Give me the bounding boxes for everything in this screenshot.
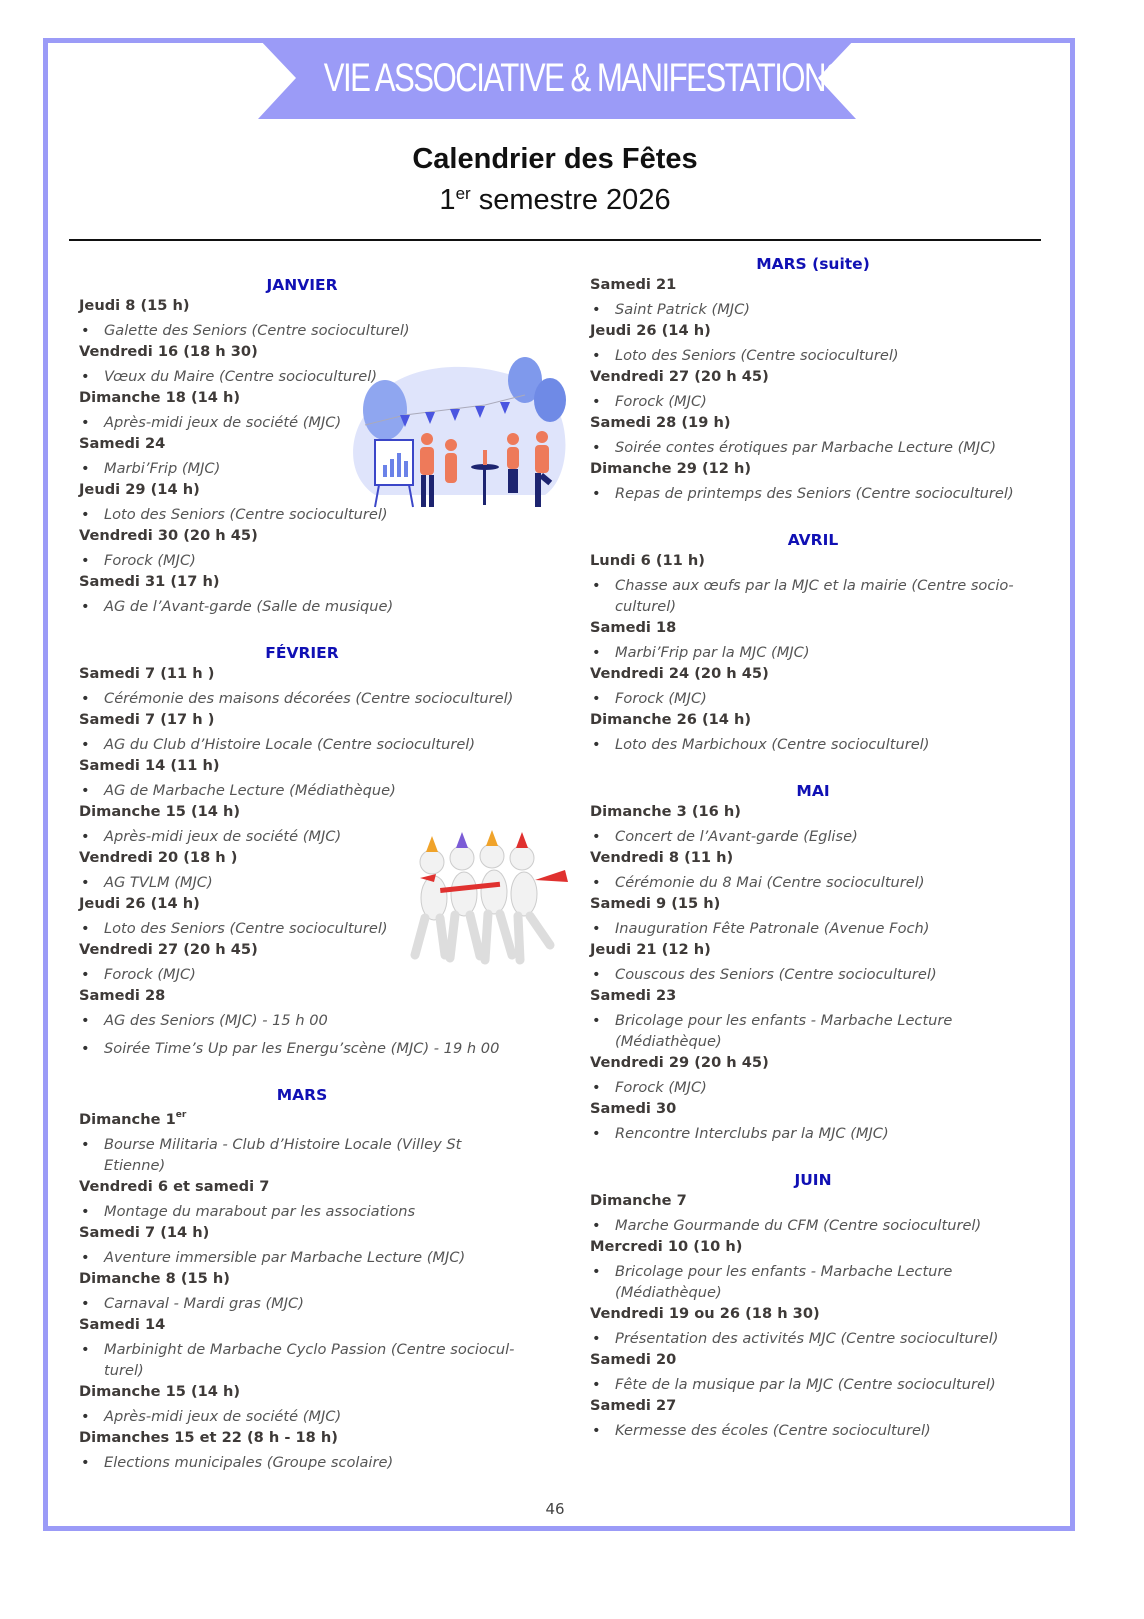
event-date <box>590 458 1058 479</box>
event-date <box>590 366 1058 387</box>
event-item <box>79 964 569 985</box>
event-item-text: Bricolage pour les enfants - Marbache Lecture (Médiathèque) <box>615 1263 953 1301</box>
event-item <box>590 345 1058 366</box>
event-item-text: AG des Seniors (MJC) - 15 h 00 <box>104 1012 328 1029</box>
bullet-icon: • <box>81 1136 90 1153</box>
event-date-text: Samedi 7 (11 h ) <box>79 665 215 682</box>
month-section <box>79 1085 569 1473</box>
bullet-icon: • <box>81 368 90 385</box>
event-item <box>590 1374 1058 1395</box>
bullet-icon: • <box>81 690 90 707</box>
event-date <box>590 1236 1058 1257</box>
event-item-text: Forock (MJC) <box>104 552 196 569</box>
event-item-text: Soirée Time’s Up par les Energu’scène (MJC) - 19 h 00 <box>104 1040 500 1057</box>
event-item-text: AG de l’Avant-garde (Salle de musique) <box>104 598 394 615</box>
event-item-text: Marbinight de Marbache Cyclo Passion (Centre sociocul- turel) <box>104 1341 515 1379</box>
right-column <box>590 254 1058 1441</box>
event-date <box>79 433 569 454</box>
event-item-text: Loto des Seniors (Centre socioculturel) <box>104 920 388 937</box>
month-section <box>590 530 1058 755</box>
event-date-text: Vendredi 16 (18 h 30) <box>79 343 258 360</box>
event-date <box>590 939 1058 960</box>
event-item <box>590 872 1058 893</box>
bullet-icon: • <box>592 1263 601 1280</box>
event-item-text: Bourse Militaria - Club d’Histoire Locale (Villey St Etienne) <box>104 1136 462 1174</box>
event-date <box>590 663 1058 684</box>
event-item-text: Chasse aux œufs par la MJC et la mairie (Centre socio- culturel) <box>615 577 1014 615</box>
event-date <box>79 571 569 592</box>
event-date <box>590 1098 1058 1119</box>
event-date-text: Dimanches 15 et 22 (8 h - 18 h) <box>79 1429 338 1446</box>
event-date-text: Jeudi 8 (15 h) <box>79 297 190 314</box>
event-item <box>590 575 1058 617</box>
event-date-text: Dimanche 3 (16 h) <box>590 803 741 820</box>
event-item-text: Marbi’Frip par la MJC (MJC) <box>615 644 810 661</box>
event-item <box>590 1261 1058 1303</box>
event-item-text: Forock (MJC) <box>104 966 196 983</box>
bullet-icon: • <box>81 506 90 523</box>
event-item-text: Kermesse des écoles (Centre socioculturel) <box>615 1422 931 1439</box>
section-banner-title: VIE ASSOCIATIVE & MANIFESTATIONS <box>323 56 845 100</box>
month-section <box>590 781 1058 1144</box>
event-date-text: Samedi 7 (14 h) <box>79 1224 210 1241</box>
event-date-text: Samedi 7 (17 h ) <box>79 711 215 728</box>
event-date-text: Samedi 24 <box>79 435 166 452</box>
event-date <box>79 295 569 316</box>
bullet-icon: • <box>592 1012 601 1029</box>
event-item <box>590 1420 1058 1441</box>
event-date <box>590 1052 1058 1073</box>
event-item-text: Après-midi jeux de société (MJC) <box>104 414 342 431</box>
event-date-text: Samedi 31 (17 h) <box>79 573 220 590</box>
event-date-text: Vendredi 19 ou 26 (18 h 30) <box>590 1305 820 1322</box>
event-item <box>590 437 1058 458</box>
bullet-icon: • <box>592 1330 601 1347</box>
event-date <box>79 893 569 914</box>
bullet-icon: • <box>81 552 90 569</box>
event-date-text: Samedi 27 <box>590 1397 677 1414</box>
month-heading: MAI <box>796 782 830 800</box>
event-date-text: Dimanche 1 <box>79 1111 176 1128</box>
event-item <box>590 826 1058 847</box>
event-item <box>79 872 569 893</box>
event-date-text: Dimanche 7 <box>590 1192 687 1209</box>
event-date <box>590 320 1058 341</box>
event-date <box>590 1395 1058 1416</box>
event-item <box>79 734 569 755</box>
event-date <box>79 1381 569 1402</box>
bullet-icon: • <box>81 966 90 983</box>
event-date <box>590 617 1058 638</box>
event-date <box>590 847 1058 868</box>
event-item <box>590 642 1058 663</box>
bullet-icon: • <box>592 966 601 983</box>
bullet-icon: • <box>81 1012 90 1029</box>
event-item-text: Forock (MJC) <box>615 393 707 410</box>
event-date-text: Vendredi 8 (11 h) <box>590 849 734 866</box>
bullet-icon: • <box>592 874 601 891</box>
event-item-text: Loto des Seniors (Centre socioculturel) <box>615 347 899 364</box>
event-date-text: Samedi 14 <box>79 1316 166 1333</box>
event-date <box>79 801 569 822</box>
event-item <box>590 734 1058 755</box>
event-date-text: Vendredi 6 et samedi 7 <box>79 1178 270 1195</box>
bullet-icon: • <box>592 644 601 661</box>
event-item-text: Loto des Marbichoux (Centre socioculturel) <box>615 736 930 753</box>
page-number: 46 <box>545 1500 565 1518</box>
event-date-text: Vendredi 27 (20 h 45) <box>590 368 769 385</box>
bullet-icon: • <box>592 301 601 318</box>
event-date-text: Samedi 18 <box>590 619 677 636</box>
event-date-text: Samedi 28 (19 h) <box>590 414 731 431</box>
event-item-text: Vœux du Maire (Centre socioculturel) <box>104 368 378 385</box>
event-item-text: Présentation des activités MJC (Centre socioculturel) <box>615 1330 999 1347</box>
bullet-icon: • <box>592 485 601 502</box>
event-item-text: Saint Patrick (MJC) <box>615 301 750 318</box>
event-item <box>79 1406 569 1427</box>
bullet-icon: • <box>81 920 90 937</box>
page-subtitle <box>0 184 1110 217</box>
event-item-text: Elections municipales (Groupe scolaire) <box>104 1454 394 1471</box>
event-date <box>590 1303 1058 1324</box>
event-item-text: Marbi’Frip (MJC) <box>104 460 221 477</box>
left-column <box>79 275 569 1473</box>
event-item <box>79 596 569 617</box>
event-date <box>590 1349 1058 1370</box>
event-date <box>79 1176 569 1197</box>
page-title: Calendrier des Fêtes <box>412 143 698 175</box>
event-item <box>79 1339 569 1381</box>
event-item <box>590 391 1058 412</box>
event-item <box>79 550 569 571</box>
month-section <box>590 254 1058 504</box>
bullet-icon: • <box>81 1341 90 1358</box>
bullet-icon: • <box>81 1408 90 1425</box>
month-heading: MARS <box>276 1086 328 1104</box>
event-date <box>590 985 1058 1006</box>
month-section <box>79 643 569 1059</box>
event-date <box>79 1427 569 1448</box>
bullet-icon: • <box>592 1422 601 1439</box>
subtitle-number: 1 <box>439 184 456 216</box>
event-date <box>590 1190 1058 1211</box>
event-date-text: Samedi 28 <box>79 987 166 1004</box>
subtitle-text: semestre 2026 <box>470 184 671 216</box>
event-item <box>79 366 569 387</box>
event-item-text: Carnaval - Mardi gras (MJC) <box>104 1295 304 1312</box>
event-date <box>79 847 569 868</box>
month-heading: JUIN <box>794 1171 832 1189</box>
event-date <box>590 709 1058 730</box>
event-date <box>590 550 1058 571</box>
bullet-icon: • <box>592 1125 601 1142</box>
event-item <box>590 688 1058 709</box>
event-item-text: Concert de l’Avant-garde (Eglise) <box>615 828 858 845</box>
event-item-text: Repas de printemps des Seniors (Centre socioculturel) <box>615 485 1014 502</box>
event-date <box>590 801 1058 822</box>
event-item <box>79 918 569 939</box>
event-item-text: Fête de la musique par la MJC (Centre socioculturel) <box>615 1376 996 1393</box>
event-date <box>590 412 1058 433</box>
event-item <box>590 1215 1058 1236</box>
event-item-text: Bricolage pour les enfants - Marbache Lecture (Médiathèque) <box>615 1012 953 1050</box>
event-item <box>79 780 569 801</box>
event-date <box>79 1268 569 1289</box>
bullet-icon: • <box>81 1295 90 1312</box>
event-item-text: AG du Club d’Histoire Locale (Centre socioculturel) <box>104 736 476 753</box>
event-item-text: Couscous des Seniors (Centre socioculturel) <box>615 966 937 983</box>
event-date <box>79 1105 569 1130</box>
event-date-text: Jeudi 26 (14 h) <box>590 322 711 339</box>
bullet-icon: • <box>592 393 601 410</box>
event-date <box>590 274 1058 295</box>
event-date <box>79 525 569 546</box>
event-date-text: Mercredi 10 (10 h) <box>590 1238 743 1255</box>
bullet-icon: • <box>592 1376 601 1393</box>
bullet-icon: • <box>81 1040 90 1057</box>
event-date-text: Samedi 14 (11 h) <box>79 757 220 774</box>
event-item <box>79 688 569 709</box>
event-date-text: Dimanche 29 (12 h) <box>590 460 752 477</box>
bullet-icon: • <box>81 782 90 799</box>
event-date-text: Dimanche 15 (14 h) <box>79 1383 241 1400</box>
event-item-text: Après-midi jeux de société (MJC) <box>104 828 342 845</box>
bullet-icon: • <box>592 828 601 845</box>
event-date-text: Vendredi 20 (18 h ) <box>79 849 238 866</box>
month-heading: JANVIER <box>266 276 338 294</box>
month-heading: MARS (suite) <box>756 255 870 273</box>
event-date <box>79 341 569 362</box>
event-item-text: Cérémonie du 8 Mai (Centre socioculturel) <box>615 874 925 891</box>
event-item <box>590 483 1058 504</box>
event-item-text: Après-midi jeux de société (MJC) <box>104 1408 342 1425</box>
month-heading: AVRIL <box>787 531 839 549</box>
event-item <box>79 1201 569 1222</box>
event-date-text: Samedi 21 <box>590 276 677 293</box>
bullet-icon: • <box>81 828 90 845</box>
event-date-text: Lundi 6 (11 h) <box>590 552 705 569</box>
event-date-text: Dimanche 26 (14 h) <box>590 711 752 728</box>
bullet-icon: • <box>81 736 90 753</box>
event-date <box>79 985 569 1006</box>
event-item-text: Inauguration Fête Patronale (Avenue Foch) <box>615 920 930 937</box>
event-date <box>79 663 569 684</box>
event-item <box>79 1293 569 1314</box>
event-date-text: Samedi 9 (15 h) <box>590 895 721 912</box>
event-date-sup: er <box>175 1110 187 1120</box>
bullet-icon: • <box>592 347 601 364</box>
event-item <box>79 1452 569 1473</box>
event-item-text: Marche Gourmande du CFM (Centre socioculturel) <box>615 1217 982 1234</box>
bullet-icon: • <box>81 1454 90 1471</box>
bullet-icon: • <box>592 1079 601 1096</box>
event-date-text: Vendredi 24 (20 h 45) <box>590 665 769 682</box>
event-date-text: Dimanche 8 (15 h) <box>79 1270 230 1287</box>
event-date <box>79 479 569 500</box>
event-date-text: Dimanche 15 (14 h) <box>79 803 241 820</box>
event-item-text: Montage du marabout par les associations <box>104 1203 416 1220</box>
bullet-icon: • <box>81 322 90 339</box>
event-date <box>79 939 569 960</box>
month-heading: FÉVRIER <box>265 644 339 662</box>
event-item-text: AG de Marbache Lecture (Médiathèque) <box>104 782 396 799</box>
event-item-text: Forock (MJC) <box>615 690 707 707</box>
bullet-icon: • <box>81 598 90 615</box>
event-date-text: Vendredi 30 (20 h 45) <box>79 527 258 544</box>
event-item <box>79 412 569 433</box>
event-date-text: Jeudi 21 (12 h) <box>590 941 711 958</box>
event-item <box>590 1077 1058 1098</box>
event-date-text: Dimanche 18 (14 h) <box>79 389 241 406</box>
bullet-icon: • <box>592 690 601 707</box>
event-item <box>79 826 569 847</box>
event-item <box>79 458 569 479</box>
bullet-icon: • <box>592 439 601 456</box>
event-item <box>79 1038 569 1059</box>
event-item-text: Rencontre Interclubs par la MJC (MJC) <box>615 1125 889 1142</box>
event-item <box>79 1247 569 1268</box>
event-item-text: Soirée contes érotiques par Marbache Lecture (MJC) <box>615 439 997 456</box>
event-item <box>590 299 1058 320</box>
event-item-text: AG TVLM (MJC) <box>104 874 213 891</box>
event-item <box>79 504 569 525</box>
subtitle-sup: er <box>455 184 471 203</box>
bullet-icon: • <box>81 1203 90 1220</box>
event-item <box>79 1134 569 1176</box>
event-date <box>79 709 569 730</box>
bullet-icon: • <box>81 460 90 477</box>
event-item <box>590 1123 1058 1144</box>
bullet-icon: • <box>592 577 601 594</box>
event-date-text: Jeudi 29 (14 h) <box>79 481 200 498</box>
event-item-text: Aventure immersible par Marbache Lecture (MJC) <box>104 1249 466 1266</box>
event-date <box>79 1314 569 1335</box>
event-item-text: Galette des Seniors (Centre socioculturel) <box>104 322 410 339</box>
bullet-icon: • <box>81 414 90 431</box>
event-date <box>79 1222 569 1243</box>
month-section <box>590 1170 1058 1441</box>
event-date <box>79 387 569 408</box>
event-item <box>590 918 1058 939</box>
bullet-icon: • <box>592 736 601 753</box>
bullet-icon: • <box>592 1217 601 1234</box>
month-section <box>79 275 569 617</box>
event-item <box>590 1328 1058 1349</box>
event-item <box>79 320 569 341</box>
event-item-text: Forock (MJC) <box>615 1079 707 1096</box>
event-date-text: Samedi 23 <box>590 987 677 1004</box>
event-date-text: Vendredi 27 (20 h 45) <box>79 941 258 958</box>
title-divider <box>69 239 1041 241</box>
event-item <box>79 1010 569 1031</box>
event-date-text: Samedi 30 <box>590 1100 677 1117</box>
event-date <box>590 893 1058 914</box>
bullet-icon: • <box>81 874 90 891</box>
event-item-text: Loto des Seniors (Centre socioculturel) <box>104 506 388 523</box>
bullet-icon: • <box>592 920 601 937</box>
event-item <box>590 964 1058 985</box>
event-date-text: Vendredi 29 (20 h 45) <box>590 1054 769 1071</box>
event-date <box>79 755 569 776</box>
event-item-text: Cérémonie des maisons décorées (Centre socioculturel) <box>104 690 514 707</box>
event-item <box>590 1010 1058 1052</box>
event-date-text: Jeudi 26 (14 h) <box>79 895 200 912</box>
event-date-text: Samedi 20 <box>590 1351 677 1368</box>
bullet-icon: • <box>81 1249 90 1266</box>
